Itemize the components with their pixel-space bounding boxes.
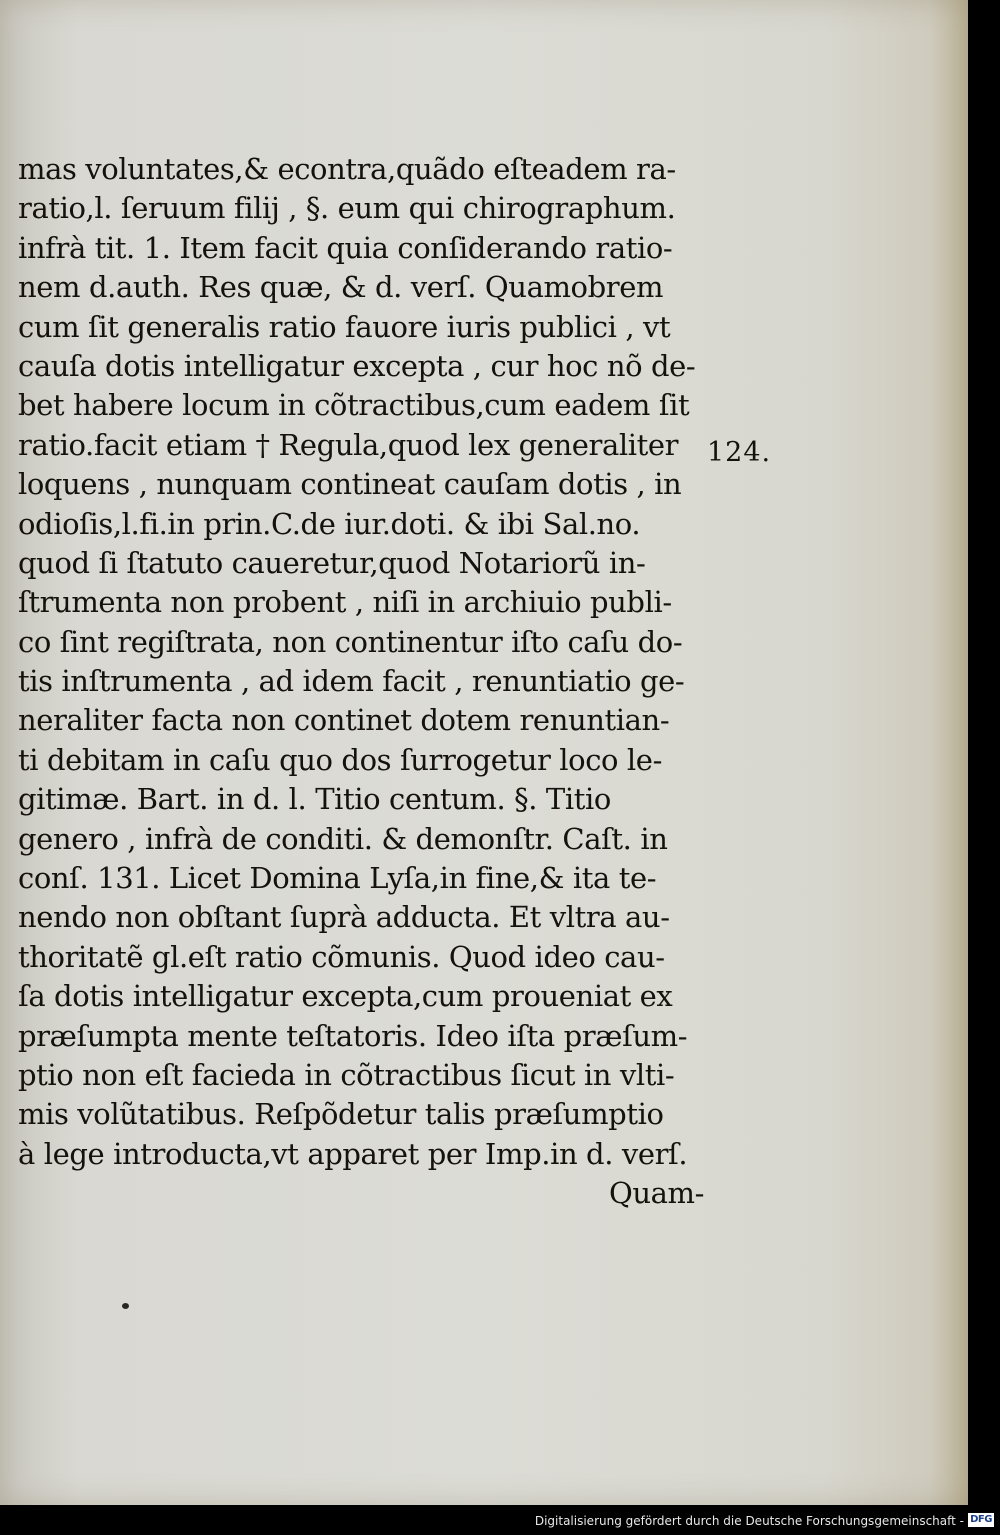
text-line: loquens , nunquam contineat cauſam dotis , in (18, 467, 682, 502)
body-text (18, 150, 708, 1214)
text-line: thoritatẽ gl.eſt ratio cõmunis. Quod ideo cau- (18, 939, 665, 974)
text-line: ti debitam in caſu quo dos ſurrogetur loco le- (18, 742, 662, 777)
text-line: ratio.facit etiam † Regula,quod lex generaliter (18, 427, 679, 462)
text-line: neraliter facta non continet dotem renuntian- (18, 703, 670, 738)
text-line: conſ. 131. Licet Domina Lyſa,in fine,& ita te- (18, 861, 657, 896)
ink-mark (122, 1303, 129, 1309)
text-line: infrà tit. 1. Item facit quia conſiderando ratio- (18, 230, 673, 265)
text-line: mas voluntates,& econtra,quãdo eſteadem ra- (18, 152, 676, 186)
text-line: præſumpta mente teſtatoris. Ideo iſta præſum- (18, 1018, 688, 1053)
catchword: Quam- (608, 1176, 704, 1211)
text-line: co ſint regiſtrata, non continentur iſto caſu do- (18, 624, 683, 659)
text-line: odioſis,l.fi.in prin.C.de iur.doti. & ibi Sal.no. (18, 506, 641, 541)
text-line: tis inſtrumenta , ad idem facit , renuntiatio ge- (18, 664, 685, 699)
dfg-logo-icon: DFG (968, 1513, 994, 1527)
footer-credit: Digitalisierung gefördert durch die Deutsche Forschungsgemeinschaft - (534, 1514, 964, 1528)
text-line: gitimæ. Bart. in d. l. Titio centum. §. Titio (18, 782, 611, 817)
text-line: ſtrumenta non probent , niſi in archiuio publi- (18, 585, 672, 620)
text-line: cauſa dotis intelligatur excepta , cur hoc nõ de- (18, 348, 696, 383)
marginal-number: 124. (707, 437, 772, 468)
text-line: mis volũtatibus. Reſpõdetur talis præſumptio (18, 1097, 664, 1132)
footer-bar (0, 1505, 1000, 1535)
text-line: nem d.auth. Res quæ, & d. verſ. Quamobrem (18, 270, 664, 305)
text-line: genero , infrà de conditi. & demonſtr. Caſt. in (18, 821, 668, 856)
text-line: quod ſi ſtatuto caueretur,quod Notariorũ in- (18, 545, 646, 580)
text-line: à lege introducta,vt apparet per Imp.in d. verſ. (18, 1136, 688, 1171)
text-line: ſa dotis intelligatur excepta,cum proueniat ex (18, 979, 673, 1014)
text-line: ratio,l. ſeruum filij , §. eum qui chirographum. (18, 191, 676, 226)
text-line: cum ſit generalis ratio fauore iuris publici , vt (18, 309, 671, 344)
text-line: ptio non eſt facieda in cõtractibus ſicut in vlti- (18, 1057, 675, 1092)
text-line: bet habere locum in cõtractibus,cum eadem ſit (18, 388, 690, 423)
text-line: nendo non obſtant ſuprà adducta. Et vltra au- (18, 900, 670, 935)
